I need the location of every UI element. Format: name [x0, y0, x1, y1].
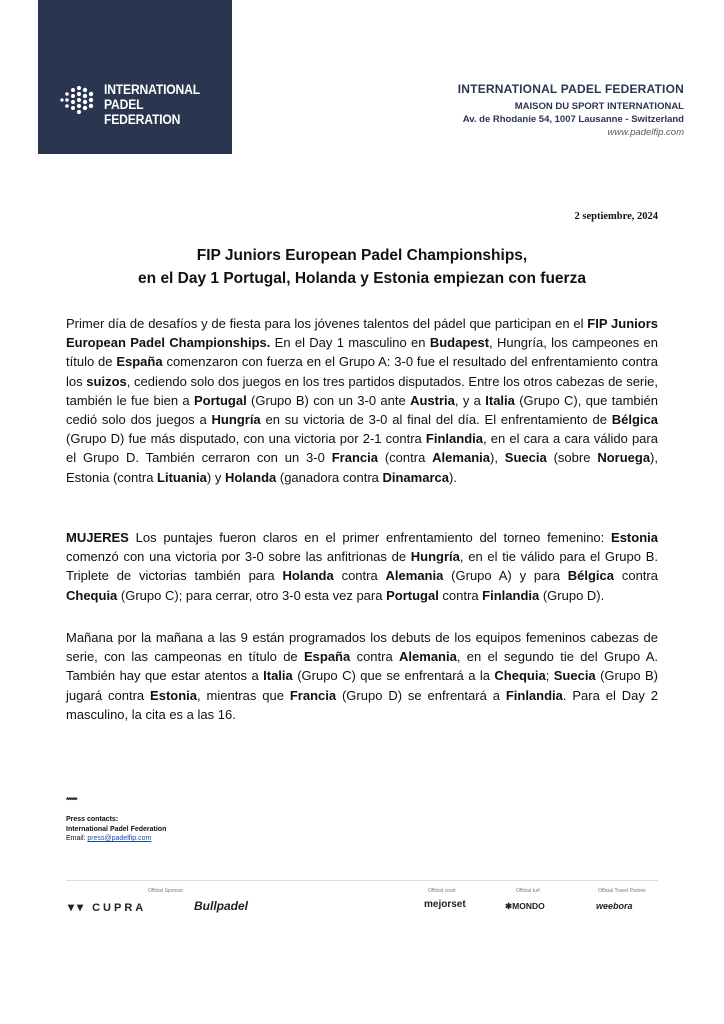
sponsor-label: Official Sponsor	[148, 888, 184, 894]
text-run: contra	[438, 587, 483, 603]
federation-logo-panel	[38, 0, 232, 154]
text-run: contra	[614, 568, 658, 584]
text-run: (Grupo B) jugará contra	[66, 668, 658, 703]
text-run: , y a	[454, 392, 486, 408]
text-run: ), Estonia (contra	[66, 450, 658, 485]
bold-text-run: suizos	[86, 373, 127, 389]
bold-text-run: Austria	[410, 392, 455, 408]
cupra-icon: ▾▾	[68, 900, 87, 914]
bold-text-run: Lituania	[157, 469, 207, 485]
text-run: contra	[350, 649, 400, 665]
sponsor-label: Official court	[428, 888, 456, 894]
title-line: FIP Juniors European Padel Championships,	[196, 247, 528, 264]
logo-wordmark	[104, 82, 200, 127]
bold-text-run: Dinamarca	[382, 469, 449, 485]
text-run: . Para el Day 2 masculino, la cita es a las 16.	[66, 687, 658, 722]
text-run: (Grupo B) con un 3-0 ante	[246, 392, 411, 408]
text-run: ;	[545, 668, 554, 684]
sponsor-label: Official Travel Partner	[598, 888, 646, 894]
bold-text-run: Bélgica	[611, 412, 658, 428]
bold-text-run: Estonia	[150, 687, 198, 703]
bold-text-run: Portugal	[193, 392, 247, 408]
bold-text-run: Finlandia	[505, 687, 563, 703]
text-run: , en el segundo tie del Grupo A. También hay que estar atentos a	[66, 649, 658, 684]
bold-text-run: Hungría	[410, 549, 460, 565]
sponsor-label: Official turf	[516, 888, 540, 894]
text-run: (Grupo A) y para	[443, 568, 568, 584]
body-paragraph	[66, 528, 658, 605]
logo-line: FEDERATION	[104, 112, 181, 127]
bold-text-run: Italia	[485, 392, 515, 408]
bold-text-run: Budapest	[429, 335, 490, 351]
email-link[interactable]: press@padelfip.com	[87, 835, 152, 842]
press-contacts	[66, 815, 166, 844]
text-run: (Grupo C); para cerrar, otro 3-0 esta vez para	[117, 587, 387, 603]
separator: *****	[66, 796, 77, 805]
text-run: (Grupo C) que se enfrentará a la	[292, 668, 495, 684]
text-run: (Grupo C), que también cedió solo dos juegos a	[66, 392, 658, 428]
text-run: (sobre	[546, 450, 598, 466]
bold-text-run: Portugal	[386, 587, 439, 603]
text-run: Los puntajes fueron claros en el primer enfrentamiento del torneo femenino:	[128, 530, 612, 545]
title-line: en el Day 1 Portugal, Holanda y Estonia empiezan con fuerza	[138, 270, 586, 287]
body-paragraph	[66, 628, 658, 724]
text-run: (contra	[377, 450, 433, 466]
mondo-logo	[505, 901, 545, 912]
address-line: MAISON DU SPORT INTERNATIONAL	[514, 101, 684, 112]
weebora-logo: weebora	[596, 901, 633, 911]
logo-line: PADEL	[104, 97, 144, 112]
bold-text-run: Noruega	[597, 450, 651, 466]
bold-text-run: Italia	[263, 668, 293, 684]
text-run: (Grupo D).	[539, 587, 605, 603]
press-date: 2 septiembre, 2024	[574, 211, 658, 222]
text-run: , Hungría, los campeones en título de	[66, 335, 658, 370]
padel-ball-dots-icon	[56, 78, 100, 122]
mondo-wordmark: MONDO	[512, 901, 545, 911]
address-line: Av. de Rhodanie 54, 1007 Lausanne - Switzerland	[462, 114, 684, 125]
website-link[interactable]: www.padelfip.com	[607, 127, 684, 138]
text-run: en su victoria de 3-0 al final del día. El enfrentamiento de	[260, 412, 612, 428]
cupra-logo	[68, 900, 146, 914]
text-run: ),	[489, 450, 505, 466]
press-title	[66, 244, 658, 290]
bold-text-run: Holanda	[224, 469, 277, 485]
text-run: (Grupo D) se enfrentará a	[336, 687, 506, 703]
text-run: (ganadora contra	[276, 469, 383, 485]
bold-text-run: Alemania	[399, 649, 457, 665]
text-run: En el Day 1 masculino en	[270, 335, 430, 351]
contacts-label: Press contacts:	[66, 816, 119, 823]
text-run: Primer día de desafíos y de fiesta para los jóvenes talentos del pádel que participan en el	[66, 316, 588, 331]
bold-text-run: Francia	[331, 450, 378, 466]
bold-text-run: Estonia	[611, 530, 658, 545]
bold-text-run: España	[116, 354, 163, 370]
bold-text-run: Hungría	[211, 412, 261, 428]
text-run: comenzó con una victoria por 3-0 sobre las anfitrionas de	[66, 549, 411, 565]
text-run: contra	[333, 568, 386, 584]
logo-line: INTERNATIONAL	[104, 82, 200, 97]
mejorset-logo: mejorset	[424, 899, 466, 910]
bold-text-run: Alemania	[385, 568, 444, 584]
mondo-icon: ✱	[505, 901, 513, 911]
text-run: , en el cara a cara válido para el Grupo D. También cerraron con un 3-0	[66, 431, 658, 466]
text-run: comenzaron con fuerza en el Grupo A: 3-0 fue el resultado del enfrentamiento contra los	[66, 354, 658, 389]
footer-divider	[66, 880, 658, 881]
bold-text-run: Finlandia	[425, 431, 483, 447]
text-run: Mañana por la mañana a las 9 están programados los debuts de los equipos femeninos cabezas de serie, con las campeonas en título de	[66, 630, 658, 665]
org-name: INTERNATIONAL PADEL FEDERATION	[457, 82, 684, 96]
bold-text-run: Holanda	[282, 568, 334, 584]
letterhead-address	[458, 82, 684, 139]
bold-text-run: FIP Juniors European Padel Championships.	[66, 316, 659, 351]
text-run: ) y	[206, 469, 225, 485]
body-paragraph	[66, 314, 658, 487]
bold-text-run: Alemania	[432, 450, 490, 466]
text-run: , mientras que	[197, 687, 290, 703]
email-label: Email:	[66, 835, 88, 842]
text-run: , en el tie válido para el Grupo B. Triplete de victorias también para	[66, 549, 658, 584]
text-run: (Grupo D) fue más disputado, con una victoria por 2-1 contra	[66, 431, 426, 447]
text-run: ).	[448, 469, 457, 485]
bold-text-run: Finlandia	[482, 587, 540, 603]
bold-text-run: Francia	[289, 687, 337, 703]
bold-text-run: Chequia	[66, 587, 118, 603]
bold-text-run: Chequia	[494, 668, 546, 684]
bold-text-run: Suecia	[504, 450, 547, 466]
cupra-wordmark: CUPRA	[92, 902, 147, 914]
contacts-org: International Padel Federation	[66, 825, 167, 833]
bold-text-run: Bélgica	[567, 568, 615, 584]
bold-text-run: Suecia	[553, 668, 596, 684]
bold-text-run: España	[303, 649, 351, 665]
bullpadel-logo: Bullpadel	[194, 899, 249, 913]
bold-text-run: MUJERES	[66, 530, 129, 545]
text-run: , cediendo solo dos juegos en los tres partidos disputados. Entre los otros cabezas de serie, también le fue bien a	[66, 373, 658, 408]
